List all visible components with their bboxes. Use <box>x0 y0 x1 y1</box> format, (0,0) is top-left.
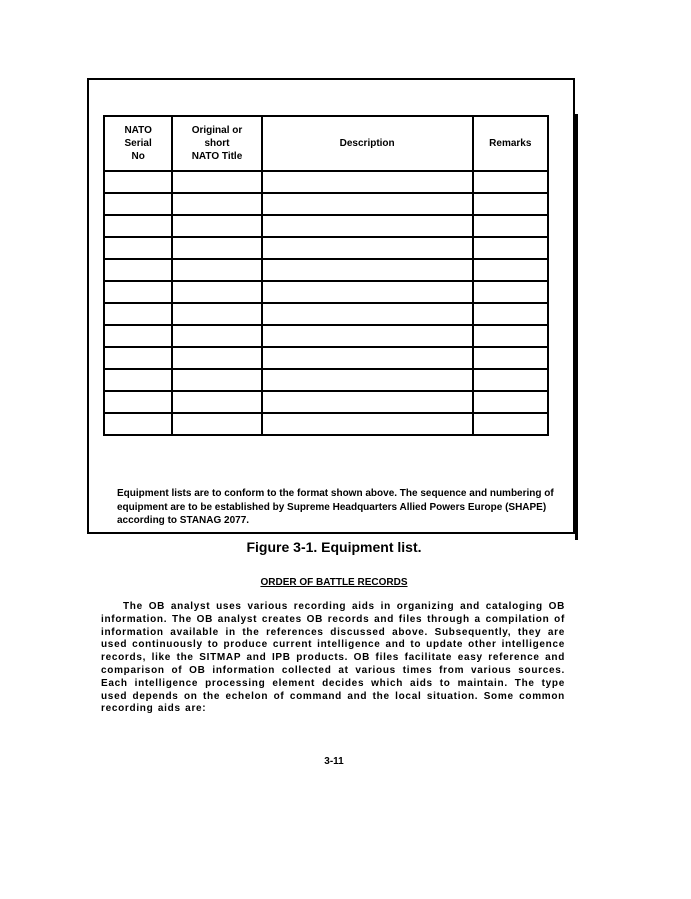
header-line: short <box>204 138 230 149</box>
table-cell <box>172 171 261 193</box>
table-cell <box>262 303 473 325</box>
table-cell <box>104 259 172 281</box>
section-heading: ORDER OF BATTLE RECORDS <box>260 577 408 588</box>
header-line: No <box>131 151 145 162</box>
table-row <box>104 237 548 259</box>
table-cell <box>262 281 473 303</box>
table-row <box>104 325 548 347</box>
equipment-list-table <box>103 115 549 436</box>
figure-frame-shadow <box>575 114 578 540</box>
table-row <box>104 193 548 215</box>
table-cell <box>172 369 261 391</box>
table-cell <box>473 369 548 391</box>
table-cell <box>172 325 261 347</box>
table-cell <box>104 303 172 325</box>
table-row <box>104 391 548 413</box>
table-cell <box>172 259 261 281</box>
table-row <box>104 281 548 303</box>
header-line: NATO Title <box>191 151 243 162</box>
header-remarks <box>473 116 548 171</box>
table-cell <box>473 325 548 347</box>
table-cell <box>262 171 473 193</box>
table-cell <box>473 303 548 325</box>
table-cell <box>104 193 172 215</box>
table-cell <box>262 259 473 281</box>
table-row <box>104 259 548 281</box>
table-cell <box>172 215 261 237</box>
table-row <box>104 215 548 237</box>
table-cell <box>172 193 261 215</box>
table-cell <box>262 347 473 369</box>
table-cell <box>473 413 548 435</box>
header-line: NATO <box>124 125 152 136</box>
figure-footnote: Equipment lists are to conform to the format shown above. The sequence and numbering of equipment are to be established by Supreme Headquarters Allied Powers Europe (SHAPE) according to STANAG 2077. <box>117 488 554 526</box>
table-cell <box>172 281 261 303</box>
table-cell <box>104 347 172 369</box>
table-header-row <box>104 116 548 171</box>
table-row <box>104 347 548 369</box>
table-cell <box>473 281 548 303</box>
table-cell <box>473 391 548 413</box>
table-cell <box>473 193 548 215</box>
table-cell <box>172 391 261 413</box>
table-cell <box>473 237 548 259</box>
figure-caption: Figure 3-1. Equipment list. <box>246 539 422 555</box>
header-description <box>262 116 473 171</box>
header-nato-serial-no <box>104 116 172 171</box>
table-body <box>104 171 548 435</box>
table-cell <box>262 193 473 215</box>
header-line: Original or <box>191 125 243 136</box>
table-cell <box>262 413 473 435</box>
table-cell <box>473 215 548 237</box>
table-cell <box>172 347 261 369</box>
table-cell <box>172 303 261 325</box>
table-cell <box>262 369 473 391</box>
table-cell <box>262 237 473 259</box>
table-cell <box>104 237 172 259</box>
header-line: Remarks <box>489 138 532 149</box>
table-cell <box>473 347 548 369</box>
table-cell <box>104 281 172 303</box>
header-line: Serial <box>124 138 152 149</box>
header-nato-title <box>172 116 261 171</box>
table-cell <box>104 413 172 435</box>
body-paragraph: The OB analyst uses various recording aids in organizing and cataloging OB information. The OB analyst creates OB records and files through a compilation of information available in the references discussed above. Subsequently, they are used continuously to produce current intelligence and to update other intelligence records, like the SITMAP and IPB products. OB files facilitate easy reference and comparison of OB information collected at various times from various sources. Each intelligence processing element decides which aids to maintain. The type used depends on the echelon of command and the local situation. Some common recording aids are: <box>101 601 565 715</box>
table-cell <box>473 171 548 193</box>
header-line: Description <box>339 138 395 149</box>
page-number: 3-11 <box>324 756 344 767</box>
table-cell <box>172 237 261 259</box>
table-row <box>104 171 548 193</box>
table-cell <box>172 413 261 435</box>
table-cell <box>104 171 172 193</box>
table-row <box>104 413 548 435</box>
table-cell <box>473 259 548 281</box>
table-row <box>104 303 548 325</box>
table-cell <box>104 391 172 413</box>
table-cell <box>262 391 473 413</box>
table-cell <box>262 215 473 237</box>
table-cell <box>104 325 172 347</box>
table-cell <box>262 325 473 347</box>
table-row <box>104 369 548 391</box>
table-cell <box>104 215 172 237</box>
table-cell <box>104 369 172 391</box>
